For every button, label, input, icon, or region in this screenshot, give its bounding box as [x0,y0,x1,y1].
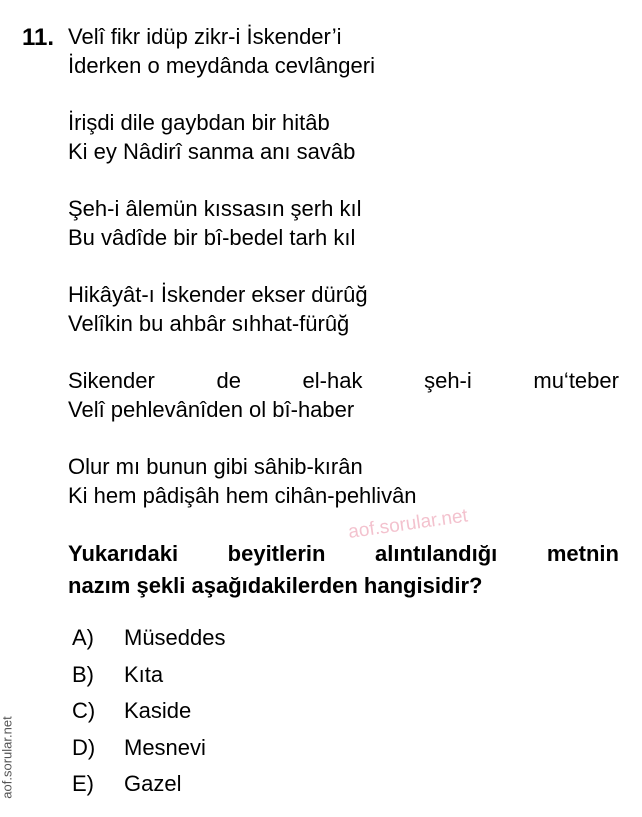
couplet [68,366,619,424]
verse-line: İrişdi dile gaybdan bir hitâb [68,110,330,135]
option-text: Kıta [124,661,164,687]
verse-line-justified [68,366,619,395]
verse-line: Olur mı bunun gibi sâhib-kırân [68,454,363,479]
verse-line: Velî fikr idüp zikr-i İskender’i [68,24,342,49]
verse-line: Hikâyât-ı İskender ekser dürûğ [68,282,368,307]
option-letter: C) [72,698,96,724]
option-text: Mesnevi [124,734,206,760]
couplet [68,108,619,166]
answer-options [72,620,226,803]
verse-word: Sikender [68,368,155,393]
option-e[interactable] [72,766,226,803]
verse-line: Ki hem pâdişâh hem cihân-pehlivân [68,483,417,508]
verse-word: el-hak [302,368,363,393]
stem-word: metnin [546,541,619,566]
option-letter: A) [72,625,94,651]
option-text: Kaside [124,698,192,724]
poem-text [68,22,619,538]
question-stem-line [68,538,619,570]
option-b[interactable] [72,657,226,694]
option-letter: D) [72,734,96,760]
option-letter: E) [72,771,94,797]
verse-word: şeh-i [424,368,472,393]
verse-line: Velîkin bu ahbâr sıhhat-fürûğ [68,311,350,336]
verse-word: mu‘teber [533,368,619,393]
side-watermark: aof.sorular.net [0,716,15,799]
stem-word: beyitlerin [227,541,326,566]
verse-line: Şeh-i âlemün kıssasın şerh kıl [68,196,362,221]
option-text: Müseddes [124,625,226,651]
verse-line: Velî pehlevânîden ol bî-haber [68,397,355,422]
option-letter: B) [72,661,94,687]
verse-line: Bu vâdîde bir bî-bedel tarh kıl [68,225,356,250]
option-text: Gazel [124,771,182,797]
watermark-text: aof.sorular.net [346,505,470,544]
verse-line: Ki ey Nâdirî sanma anı savâb [68,139,356,164]
question-stem-line: nazım şekli aşağıdakilerden hangisidir? [68,573,483,598]
stem-word: Yukarıdaki [68,541,179,566]
option-d[interactable] [72,730,226,767]
question-stem [68,538,619,602]
couplet [68,280,619,338]
couplet [68,22,619,80]
couplet [68,452,619,510]
couplet [68,194,619,252]
option-c[interactable] [72,693,226,730]
stem-word: alıntılandığı [375,541,498,566]
option-a[interactable] [72,620,226,657]
verse-word: de [216,368,241,393]
verse-line: İderken o meydânda cevlângeri [68,53,375,78]
question-number: 11. [22,24,55,51]
